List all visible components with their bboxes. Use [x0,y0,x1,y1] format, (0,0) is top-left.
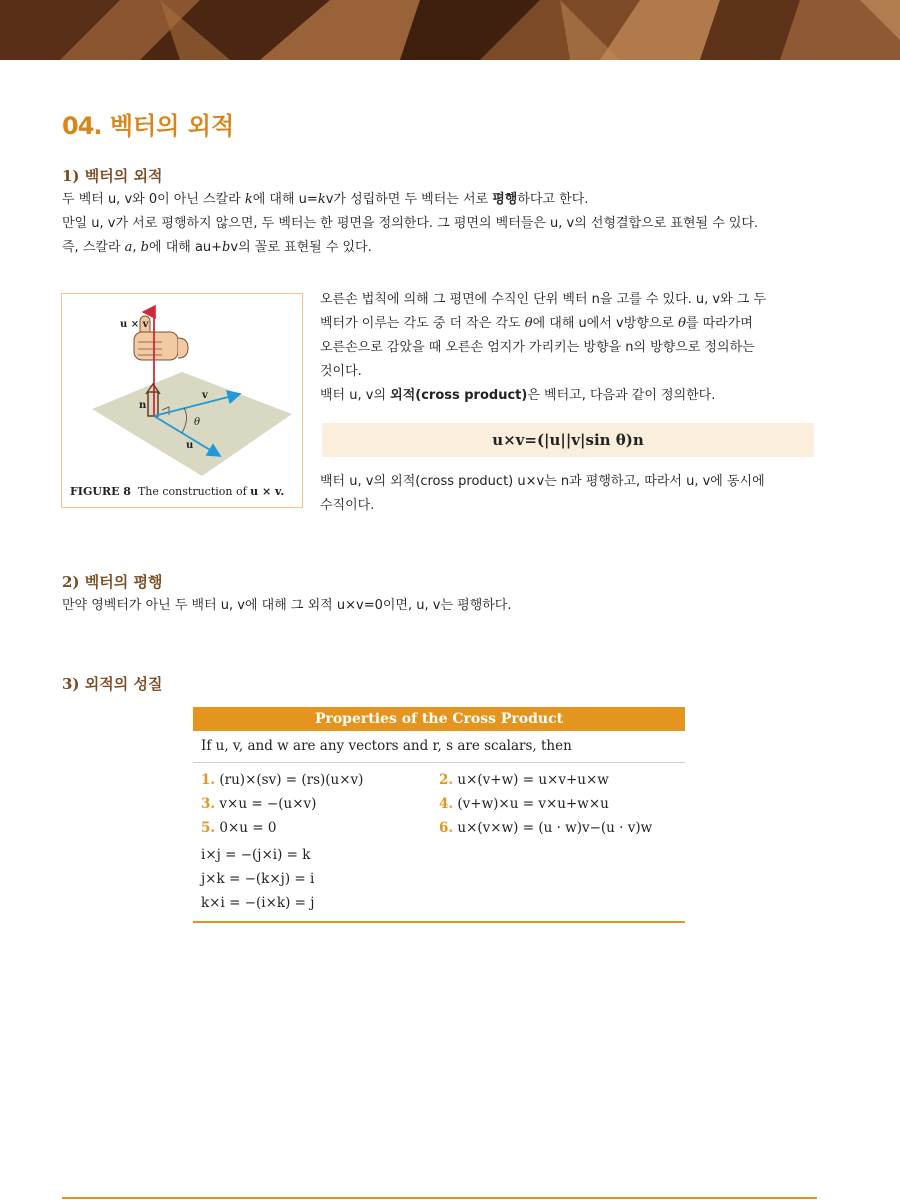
right-text-line4: 것이다. [320,364,362,379]
property-4: 4. (v+w)×u = v×u+w×u [439,796,609,812]
property-2: 2. u×(v+w) = u×v+u×w [439,772,609,788]
label-uxv: u × v [120,319,149,330]
properties-list [193,763,685,843]
identity-ij: i×j = −(j×i) = k [201,847,311,863]
property-3: 3. v×u = −(u×v) [201,796,317,812]
section3-heading [62,673,162,694]
properties-bottom-rule [193,921,685,923]
cross-product-formula: u×v=(|u||v|sin θ)n [322,423,814,457]
cross-product-diagram [62,294,302,484]
identity-jk: j×k = −(k×j) = i [201,871,315,887]
section1-title: 벡터의 외적 [84,167,163,185]
footer-rule [62,1197,817,1199]
section2-text: 만약 영벡터가 아닌 두 백터 u, v에 대해 그 외적 u×v=0이면, u, v는 평행하다. [62,598,512,613]
title-text: 벡터의 외적 [109,112,235,140]
section1-line3: 즉, 스칼라 a, b에 대해 au+bv의 꼴로 표현될 수 있다. [62,240,372,255]
note-line1: 백터 u, v의 외적(cross product) u×v는 n과 평행하고, 따라서 u, v에 동시에 [320,474,765,489]
section2-number: 2) [62,573,80,591]
note-line2: 수직이다. [320,498,375,513]
section1-line1: 두 벡터 u, v와 0이 아닌 스칼라 k에 대해 u=kv가 성립하면 두 벡터는 서로 평행하다고 한다. [62,192,589,207]
properties-box [193,707,685,923]
label-n: n [139,400,147,411]
section1-line2: 만일 u, v가 서로 평행하지 않으면, 두 벡터는 한 평면을 정의한다. 그 평면의 벡터들은 u, v의 선형결합으로 표현될 수 있다. [62,216,759,231]
plane-shape [92,372,292,476]
section1-number: 1) [62,167,80,185]
properties-intro: If u, v, and w are any vectors and r, s are scalars, then [193,731,685,763]
banner-pattern [0,0,900,60]
cross-product-note [320,470,810,518]
page-title [62,106,234,141]
property-5: 5. 0×u = 0 [201,820,277,836]
right-text-line1: 오른손 법칙에 의해 그 평면에 수직인 단위 벡터 n을 고를 수 있다. u, v와 그 두 [320,292,767,307]
section2-body [62,594,852,618]
right-hand-rule-text [320,288,810,408]
section3-number: 3) [62,675,80,693]
section3-title: 외적의 성질 [84,675,163,693]
section1-body [62,188,852,260]
identity-ki: k×i = −(i×k) = j [201,895,315,911]
unit-vector-identities [193,843,685,915]
section2-heading [62,571,162,592]
label-theta: θ [194,417,201,428]
section2-title: 벡터의 평행 [84,573,163,591]
figure-caption: FIGURE 8 The construction of u × v. [70,485,285,498]
title-number: 04. [62,112,102,140]
label-v: v [202,390,208,401]
property-6: 6. u×(v×w) = (u · w)v−(u · v)w [439,820,653,836]
figure-8 [61,293,303,508]
property-1: 1. (ru)×(sv) = (rs)(u×v) [201,772,364,788]
header-banner [0,0,900,60]
section1-heading [62,165,162,186]
right-text-line3: 오른손으로 감았을 때 오른손 엄지가 가리키는 방향을 n의 방향으로 정의하는 [320,340,755,355]
right-text-line5: 백터 u, v의 외적(cross product)은 벡터고, 다음과 같이 정의한다. [320,388,716,403]
right-text-line2: 벡터가 이루는 각도 중 더 작은 각도 θ에 대해 u에서 v방향으로 θ를 따라가며 [320,316,753,331]
label-u: u [186,440,194,451]
properties-header: Properties of the Cross Product [193,707,685,731]
